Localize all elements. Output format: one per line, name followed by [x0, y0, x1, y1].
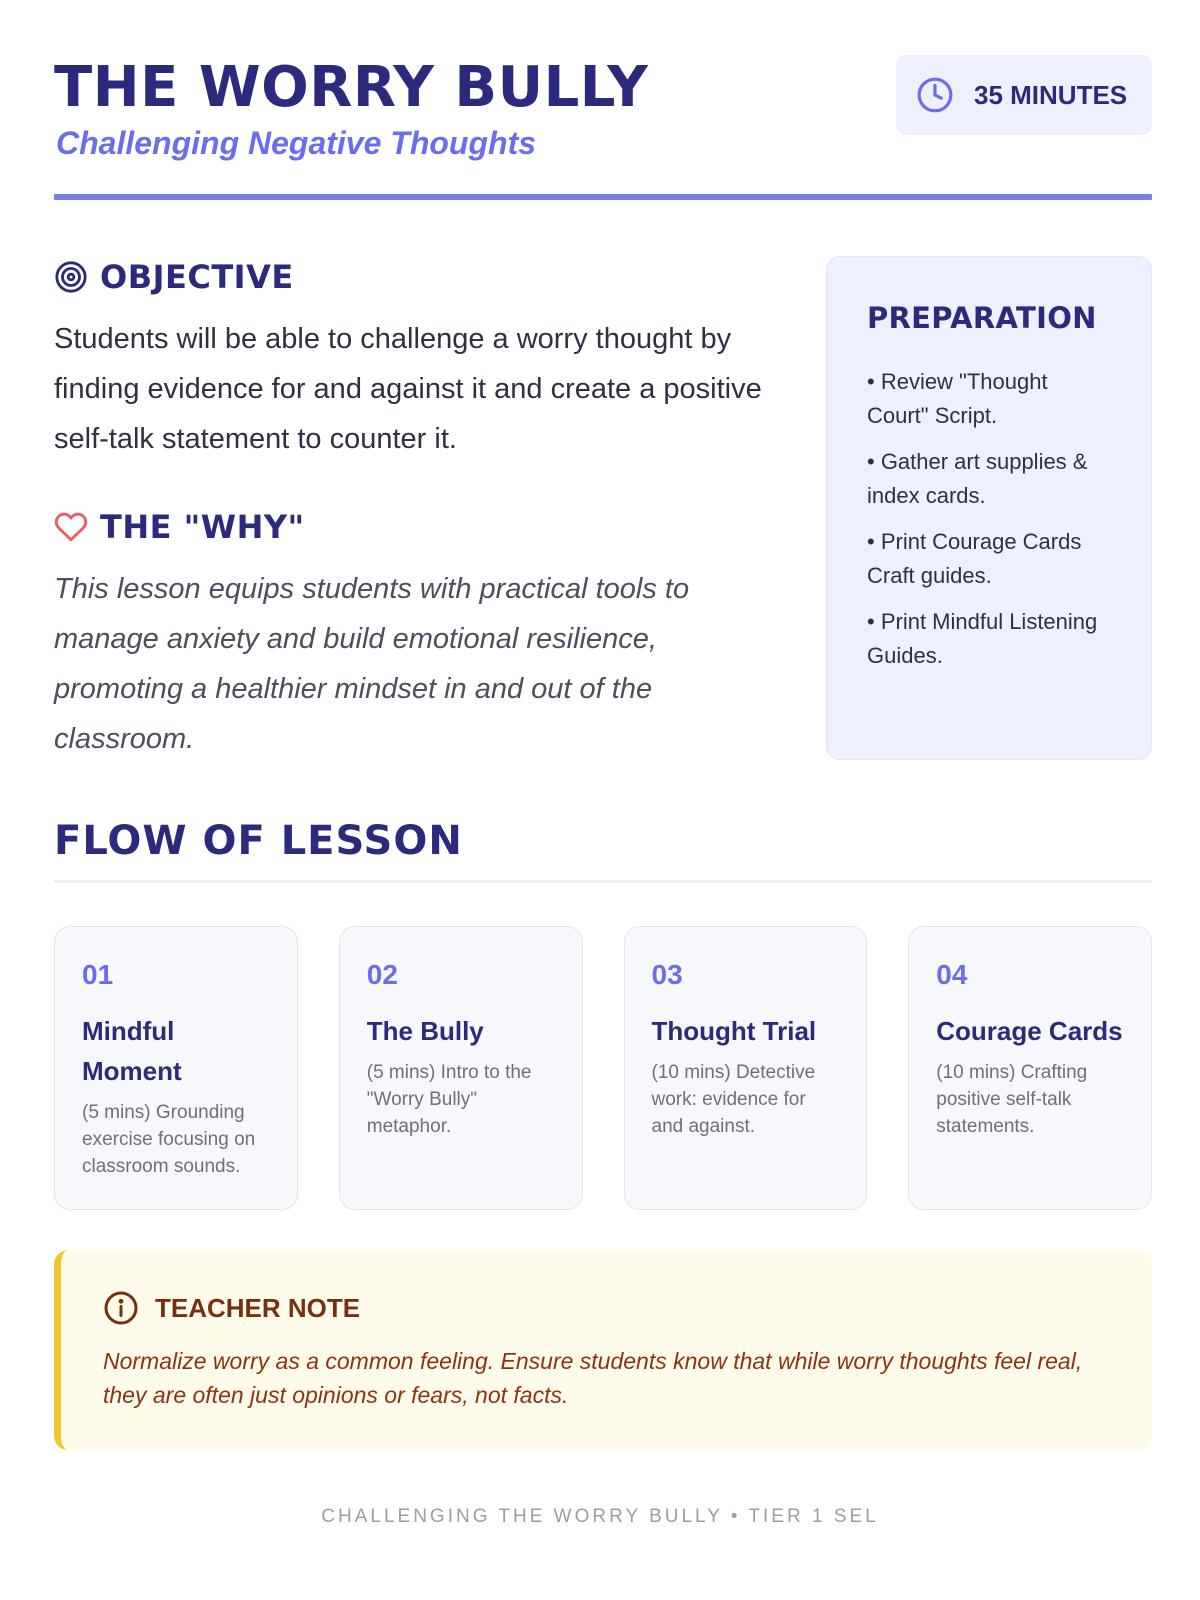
- teacher-note-heading: [103, 1290, 1112, 1326]
- page-title: THE WORRY BULLY: [54, 55, 649, 120]
- step-description: (5 mins) Intro to the "Worry Bully" metaphor.: [366, 1062, 532, 1137]
- header: [54, 52, 1152, 202]
- duration-label: 35 MINUTES: [974, 79, 1128, 110]
- preparation-item: • Print Mindful Listening Guides.: [867, 609, 1098, 668]
- step-description: (10 mins) Crafting positive self-talk statements.: [936, 1062, 1088, 1137]
- step-number: 02: [366, 959, 398, 990]
- duration-badge: [896, 55, 1152, 135]
- step-description: (5 mins) Grounding exercise focusing on classroom sounds.: [82, 1102, 256, 1177]
- preparation-item: • Print Courage Cards Craft guides.: [867, 529, 1082, 588]
- teacher-note-label: TEACHER NOTE: [155, 1292, 361, 1323]
- why-heading: [54, 508, 305, 546]
- preparation-card: [826, 256, 1152, 760]
- flow-heading: FLOW OF LESSON: [54, 818, 463, 864]
- preparation-list: [867, 365, 1113, 673]
- step-number: 01: [82, 959, 114, 990]
- objective-heading: [54, 258, 294, 296]
- preparation-heading: PREPARATION: [867, 301, 1097, 335]
- teacher-note-text: Normalize worry as a common feeling. Ensure students know that while worry thoughts feel real, they are often just opinions or fears, not facts.: [103, 1348, 1083, 1408]
- teacher-note: [54, 1250, 1152, 1450]
- header-divider: [54, 194, 1152, 200]
- target-icon: [54, 260, 88, 294]
- footer: CHALLENGING THE WORRY BULLY • TIER 1 SEL: [321, 1506, 879, 1527]
- why-text: This lesson equips students with practical tools to manage anxiety and build emotional resilience, promoting a healthier mindset in and out of the classroom.: [54, 573, 690, 755]
- step-card-1: [54, 926, 298, 1210]
- step-title: The Bully: [366, 1016, 484, 1046]
- step-card-3: [624, 926, 868, 1210]
- step-number: 03: [651, 959, 683, 990]
- step-card-4: [908, 926, 1152, 1210]
- preparation-item: • Review "Thought Court" Script.: [867, 369, 1048, 428]
- objective-heading-label: OBJECTIVE: [100, 258, 294, 296]
- flow-divider: [54, 880, 1152, 883]
- step-description: (10 mins) Detective work: evidence for and against.: [651, 1062, 816, 1137]
- flow-steps: [54, 926, 1152, 1210]
- info-icon: [103, 1290, 139, 1326]
- step-card-2: [339, 926, 583, 1210]
- step-title: Courage Cards: [936, 1016, 1123, 1046]
- step-number: 04: [936, 959, 968, 990]
- step-title: Mindful Moment: [82, 1016, 182, 1086]
- objective-text: Students will be able to challenge a worry thought by finding evidence for and against it and create a positive self-talk statement to counter it.: [54, 323, 762, 455]
- heart-icon: [54, 510, 88, 544]
- preparation-item: • Gather art supplies & index cards.: [867, 449, 1088, 508]
- page-subtitle: Challenging Negative Thoughts: [56, 125, 537, 161]
- step-title: Thought Trial: [651, 1016, 817, 1046]
- why-heading-label: THE "WHY": [100, 508, 305, 546]
- clock-icon: [916, 76, 954, 114]
